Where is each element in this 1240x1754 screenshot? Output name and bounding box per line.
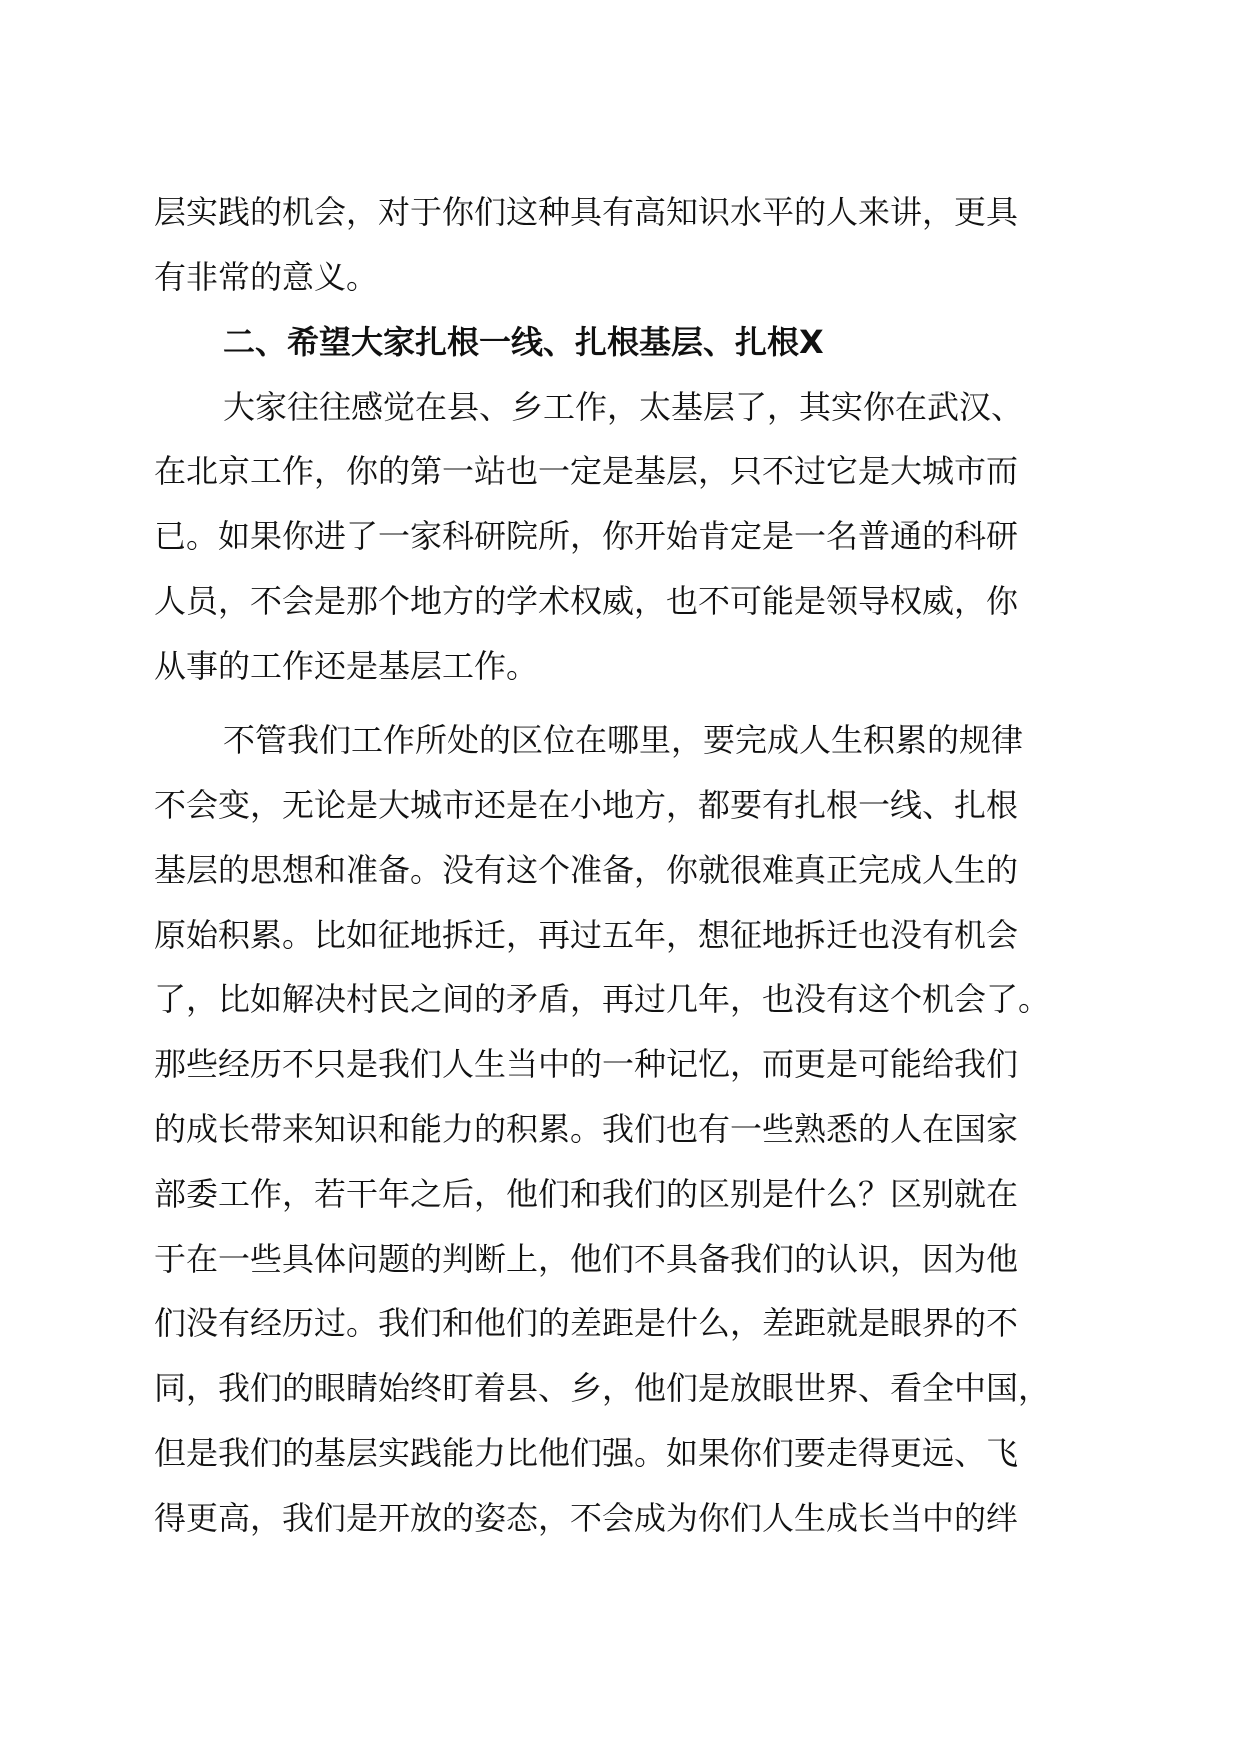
paragraph-line: 们没有经历过。我们和他们的差距是什么，差距就是眼界的不 [154,1304,1019,1342]
paragraph-line: 已。如果你进了一家科研院所，你开始肯定是一名普通的科研 [154,517,1019,555]
paragraph-line: 原始积累。比如征地拆迁，再过五年，想征地拆迁也没有机会 [154,916,1019,954]
paragraph-line: 大家往往感觉在县、乡工作，太基层了，其实你在武汉、 [223,388,1024,426]
paragraph-line: 不会变，无论是大城市还是在小地方，都要有扎根一线、扎根 [154,786,1019,824]
paragraph-line: 但是我们的基层实践能力比他们强。如果你们要走得更远、飞 [154,1434,1019,1472]
paragraph-line: 同，我们的眼睛始终盯着县、乡，他们是放眼世界、看全中国， [154,1369,1051,1407]
paragraph-line: 在北京工作，你的第一站也一定是基层，只不过它是大城市而 [154,452,1019,490]
section-heading: 二、希望大家扎根一线、扎根基层、扎根X [223,323,824,361]
paragraph-line: 从事的工作还是基层工作。 [154,647,539,685]
paragraph-line: 层实践的机会，对于你们这种具有高知识水平的人来讲，更具 [154,193,1019,231]
paragraph-line: 的成长带来知识和能力的积累。我们也有一些熟悉的人在国家 [154,1110,1019,1148]
paragraph-line: 部委工作，若干年之后，他们和我们的区别是什么？区别就在 [154,1175,1019,1213]
paragraph-line: 基层的思想和准备。没有这个准备，你就很难真正完成人生的 [154,851,1019,889]
paragraph-line: 人员，不会是那个地方的学术权威，也不可能是领导权威，你 [154,582,1019,620]
paragraph-line: 那些经历不只是我们人生当中的一种记忆，而更是可能给我们 [154,1045,1019,1083]
paragraph-line: 不管我们工作所处的区位在哪里，要完成人生积累的规律 [223,721,1024,759]
paragraph-line: 了，比如解决村民之间的矛盾，再过几年，也没有这个机会了。 [154,980,1051,1018]
paragraph-line: 得更高，我们是开放的姿态，不会成为你们人生成长当中的绊 [154,1499,1019,1537]
paragraph-line: 有非常的意义。 [154,258,379,296]
paragraph-line: 于在一些具体问题的判断上，他们不具备我们的认识，因为他 [154,1240,1019,1278]
